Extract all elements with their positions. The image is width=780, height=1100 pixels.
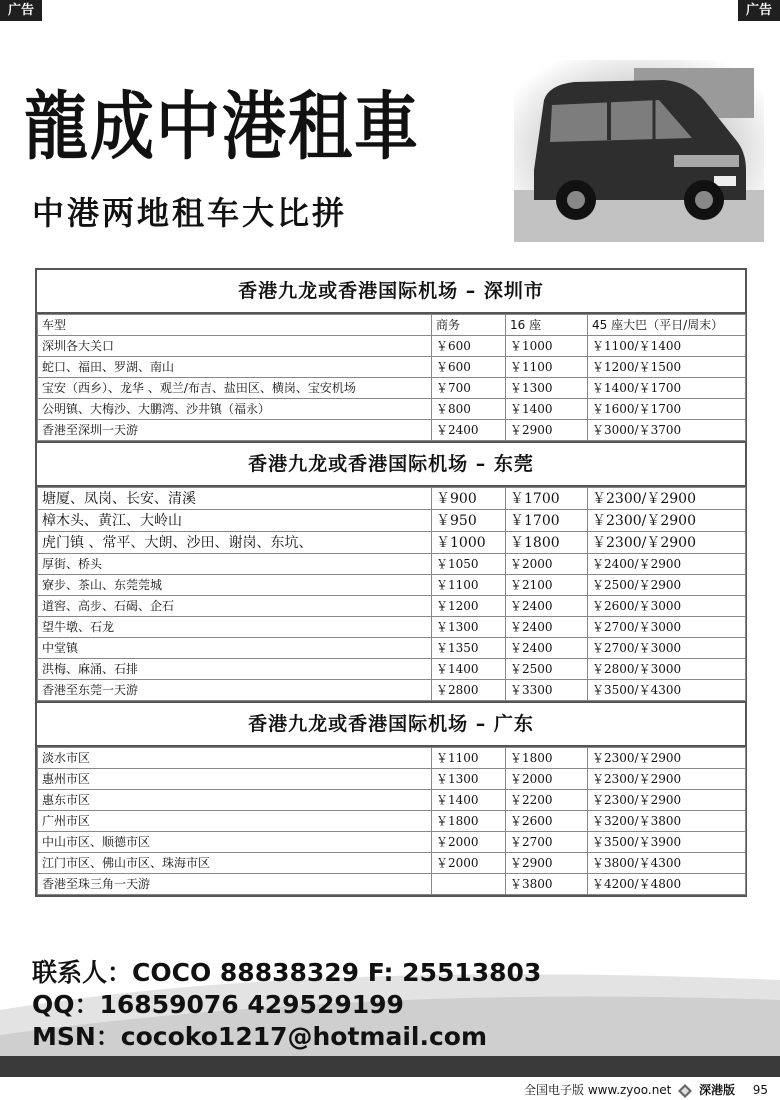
price-cell: ￥2100 [506, 575, 588, 596]
price-cell: ￥2800 [432, 680, 506, 701]
table-row [38, 748, 746, 769]
price-cell: ￥2000 [432, 832, 506, 853]
price-cell: ￥1100 [432, 575, 506, 596]
price-cell: ￥2300/￥2900 [588, 488, 746, 510]
table-row [38, 832, 746, 853]
price-cell: ￥2300/￥2900 [588, 748, 746, 769]
price-cell: ￥2500 [506, 659, 588, 680]
footer-bar [0, 1056, 780, 1077]
price-cell: ￥1700 [506, 510, 588, 532]
footer-site: 全国电子版 www.zyoo.net [524, 1083, 672, 1097]
price-cell: ￥2300/￥2900 [588, 769, 746, 790]
rates-table [35, 268, 747, 897]
route-cell: 寮步、茶山、东莞莞城 [38, 575, 432, 596]
price-cell: ￥950 [432, 510, 506, 532]
price-cell: ￥900 [432, 488, 506, 510]
price-cell: ￥2200 [506, 790, 588, 811]
route-cell: 广州市区 [38, 811, 432, 832]
table-row [38, 575, 746, 596]
price-cell: ￥2300/￥2900 [588, 510, 746, 532]
price-cell: ￥3500/￥3900 [588, 832, 746, 853]
table-row [38, 554, 746, 575]
price-cell: ￥3000/￥3700 [588, 420, 746, 441]
price-cell: ￥1100 [506, 357, 588, 378]
table-row [38, 874, 746, 895]
price-cell: ￥2700/￥3000 [588, 638, 746, 659]
price-cell: ￥1100/￥1400 [588, 336, 746, 357]
table-row [38, 659, 746, 680]
route-cell: 中山市区、顺德市区 [38, 832, 432, 853]
route-cell: 深圳各大关口 [38, 336, 432, 357]
route-cell: 中堂镇 [38, 638, 432, 659]
price-cell: ￥1400 [432, 790, 506, 811]
price-cell: ￥1000 [432, 532, 506, 554]
table-row [38, 811, 746, 832]
table-row [38, 399, 746, 420]
price-cell: ￥2300/￥2900 [588, 790, 746, 811]
route-cell: 公明镇、大梅沙、大鹏湾、沙井镇（福永） [38, 399, 432, 420]
price-cell: ￥600 [432, 357, 506, 378]
price-cell [432, 874, 506, 895]
page-number: 95 [752, 1083, 768, 1097]
route-cell: 道窖、高步、石碣、企石 [38, 596, 432, 617]
route-cell: 惠州市区 [38, 769, 432, 790]
table-row [38, 638, 746, 659]
table-row [38, 378, 746, 399]
header-business: 商务 [432, 315, 506, 336]
price-cell: ￥1300 [506, 378, 588, 399]
price-cell: ￥1400/￥1700 [588, 378, 746, 399]
price-cell: ￥2600 [506, 811, 588, 832]
price-cell: ￥2800/￥3000 [588, 659, 746, 680]
price-cell: ￥3200/￥3800 [588, 811, 746, 832]
price-cell: ￥1400 [432, 659, 506, 680]
ad-tag-right: 广告 [738, 0, 780, 21]
price-cell: ￥1350 [432, 638, 506, 659]
price-cell: ￥700 [432, 378, 506, 399]
price-cell: ￥2400/￥2900 [588, 554, 746, 575]
table-row [38, 488, 746, 510]
table-row [38, 680, 746, 701]
section-title-guangdong: 香港九龙或香港国际机场 – 广东 [37, 701, 745, 747]
shenzhen-table [37, 314, 746, 441]
header-car-type: 车型 [38, 315, 432, 336]
table-row [38, 357, 746, 378]
table-row [38, 336, 746, 357]
route-cell: 淡水市区 [38, 748, 432, 769]
table-row [38, 510, 746, 532]
table-row [38, 532, 746, 554]
route-cell: 蛇口、福田、罗湖、南山 [38, 357, 432, 378]
contact-line-phone: 联系人：COCO 88838329 F: 25513803 [32, 958, 542, 987]
route-cell: 厚街、桥头 [38, 554, 432, 575]
table-row [38, 853, 746, 874]
route-cell: 香港至珠三角一天游 [38, 874, 432, 895]
price-cell: ￥3800 [506, 874, 588, 895]
header-16-seat: 16 座 [506, 315, 588, 336]
price-cell: ￥2700/￥3000 [588, 617, 746, 638]
price-cell: ￥2600/￥3000 [588, 596, 746, 617]
price-cell: ￥1200/￥1500 [588, 357, 746, 378]
price-cell: ￥600 [432, 336, 506, 357]
route-cell: 宝安（西乡）、龙华 、观兰/布吉、盐田区、横岗、宝安机场 [38, 378, 432, 399]
route-cell: 香港至东莞一天游 [38, 680, 432, 701]
route-cell: 洪梅、麻涌、石排 [38, 659, 432, 680]
price-cell: ￥2400 [506, 638, 588, 659]
table-row [38, 617, 746, 638]
route-cell: 望牛墩、石龙 [38, 617, 432, 638]
section-title-dongguan: 香港九龙或香港国际机场 – 东莞 [37, 441, 745, 487]
price-cell: ￥1600/￥1700 [588, 399, 746, 420]
contact-line-qq: QQ：16859076 429529199 [32, 990, 404, 1019]
route-cell: 虎门镇 、常平、大朗、沙田、谢岗、东坑、 [38, 532, 432, 554]
price-cell: ￥3300 [506, 680, 588, 701]
ad-tag-left: 广告 [0, 0, 42, 21]
price-cell: ￥3500/￥4300 [588, 680, 746, 701]
minivan-photo [514, 60, 764, 242]
dongguan-table [37, 487, 746, 701]
price-cell: ￥2000 [506, 769, 588, 790]
table-row [38, 769, 746, 790]
table-header-row [38, 315, 746, 336]
price-cell: ￥1100 [432, 748, 506, 769]
price-cell: ￥1300 [432, 617, 506, 638]
header-45-seat: 45 座大巴（平日/周末） [588, 315, 746, 336]
price-cell: ￥2300/￥2900 [588, 532, 746, 554]
page-subtitle: 中港两地租车大比拼 [32, 194, 348, 232]
price-cell: ￥1800 [506, 532, 588, 554]
price-cell: ￥3800/￥4300 [588, 853, 746, 874]
price-cell: ￥2000 [506, 554, 588, 575]
price-cell: ￥2400 [432, 420, 506, 441]
price-cell: ￥800 [432, 399, 506, 420]
price-cell: ￥1800 [506, 748, 588, 769]
price-cell: ￥2000 [432, 853, 506, 874]
price-cell: ￥1050 [432, 554, 506, 575]
section-title-shenzhen: 香港九龙或香港国际机场 – 深圳市 [37, 270, 745, 314]
publisher-logo-icon [678, 1084, 692, 1098]
price-cell: ￥1300 [432, 769, 506, 790]
price-cell: ￥2500/￥2900 [588, 575, 746, 596]
table-row [38, 790, 746, 811]
table-row [38, 596, 746, 617]
price-cell: ￥1000 [506, 336, 588, 357]
contact-line-msn: MSN：cocoko1217@hotmail.com [32, 1022, 488, 1051]
price-cell: ￥2400 [506, 617, 588, 638]
footer [524, 1081, 768, 1098]
price-cell: ￥1400 [506, 399, 588, 420]
price-cell: ￥2900 [506, 420, 588, 441]
route-cell: 江门市区、佛山市区、珠海市区 [38, 853, 432, 874]
page-title: 龍成中港租車 [24, 85, 420, 171]
price-cell: ￥4200/￥4800 [588, 874, 746, 895]
price-cell: ￥2400 [506, 596, 588, 617]
route-cell: 樟木头、黄江、大岭山 [38, 510, 432, 532]
price-cell: ￥1800 [432, 811, 506, 832]
price-cell: ￥2900 [506, 853, 588, 874]
route-cell: 塘厦、凤岗、长安、清溪 [38, 488, 432, 510]
price-cell: ￥1700 [506, 488, 588, 510]
route-cell: 香港至深圳一天游 [38, 420, 432, 441]
footer-edition: 深港版 [699, 1083, 736, 1097]
route-cell: 惠东市区 [38, 790, 432, 811]
table-row [38, 420, 746, 441]
price-cell: ￥1200 [432, 596, 506, 617]
guangdong-table [37, 747, 746, 895]
price-cell: ￥2700 [506, 832, 588, 853]
